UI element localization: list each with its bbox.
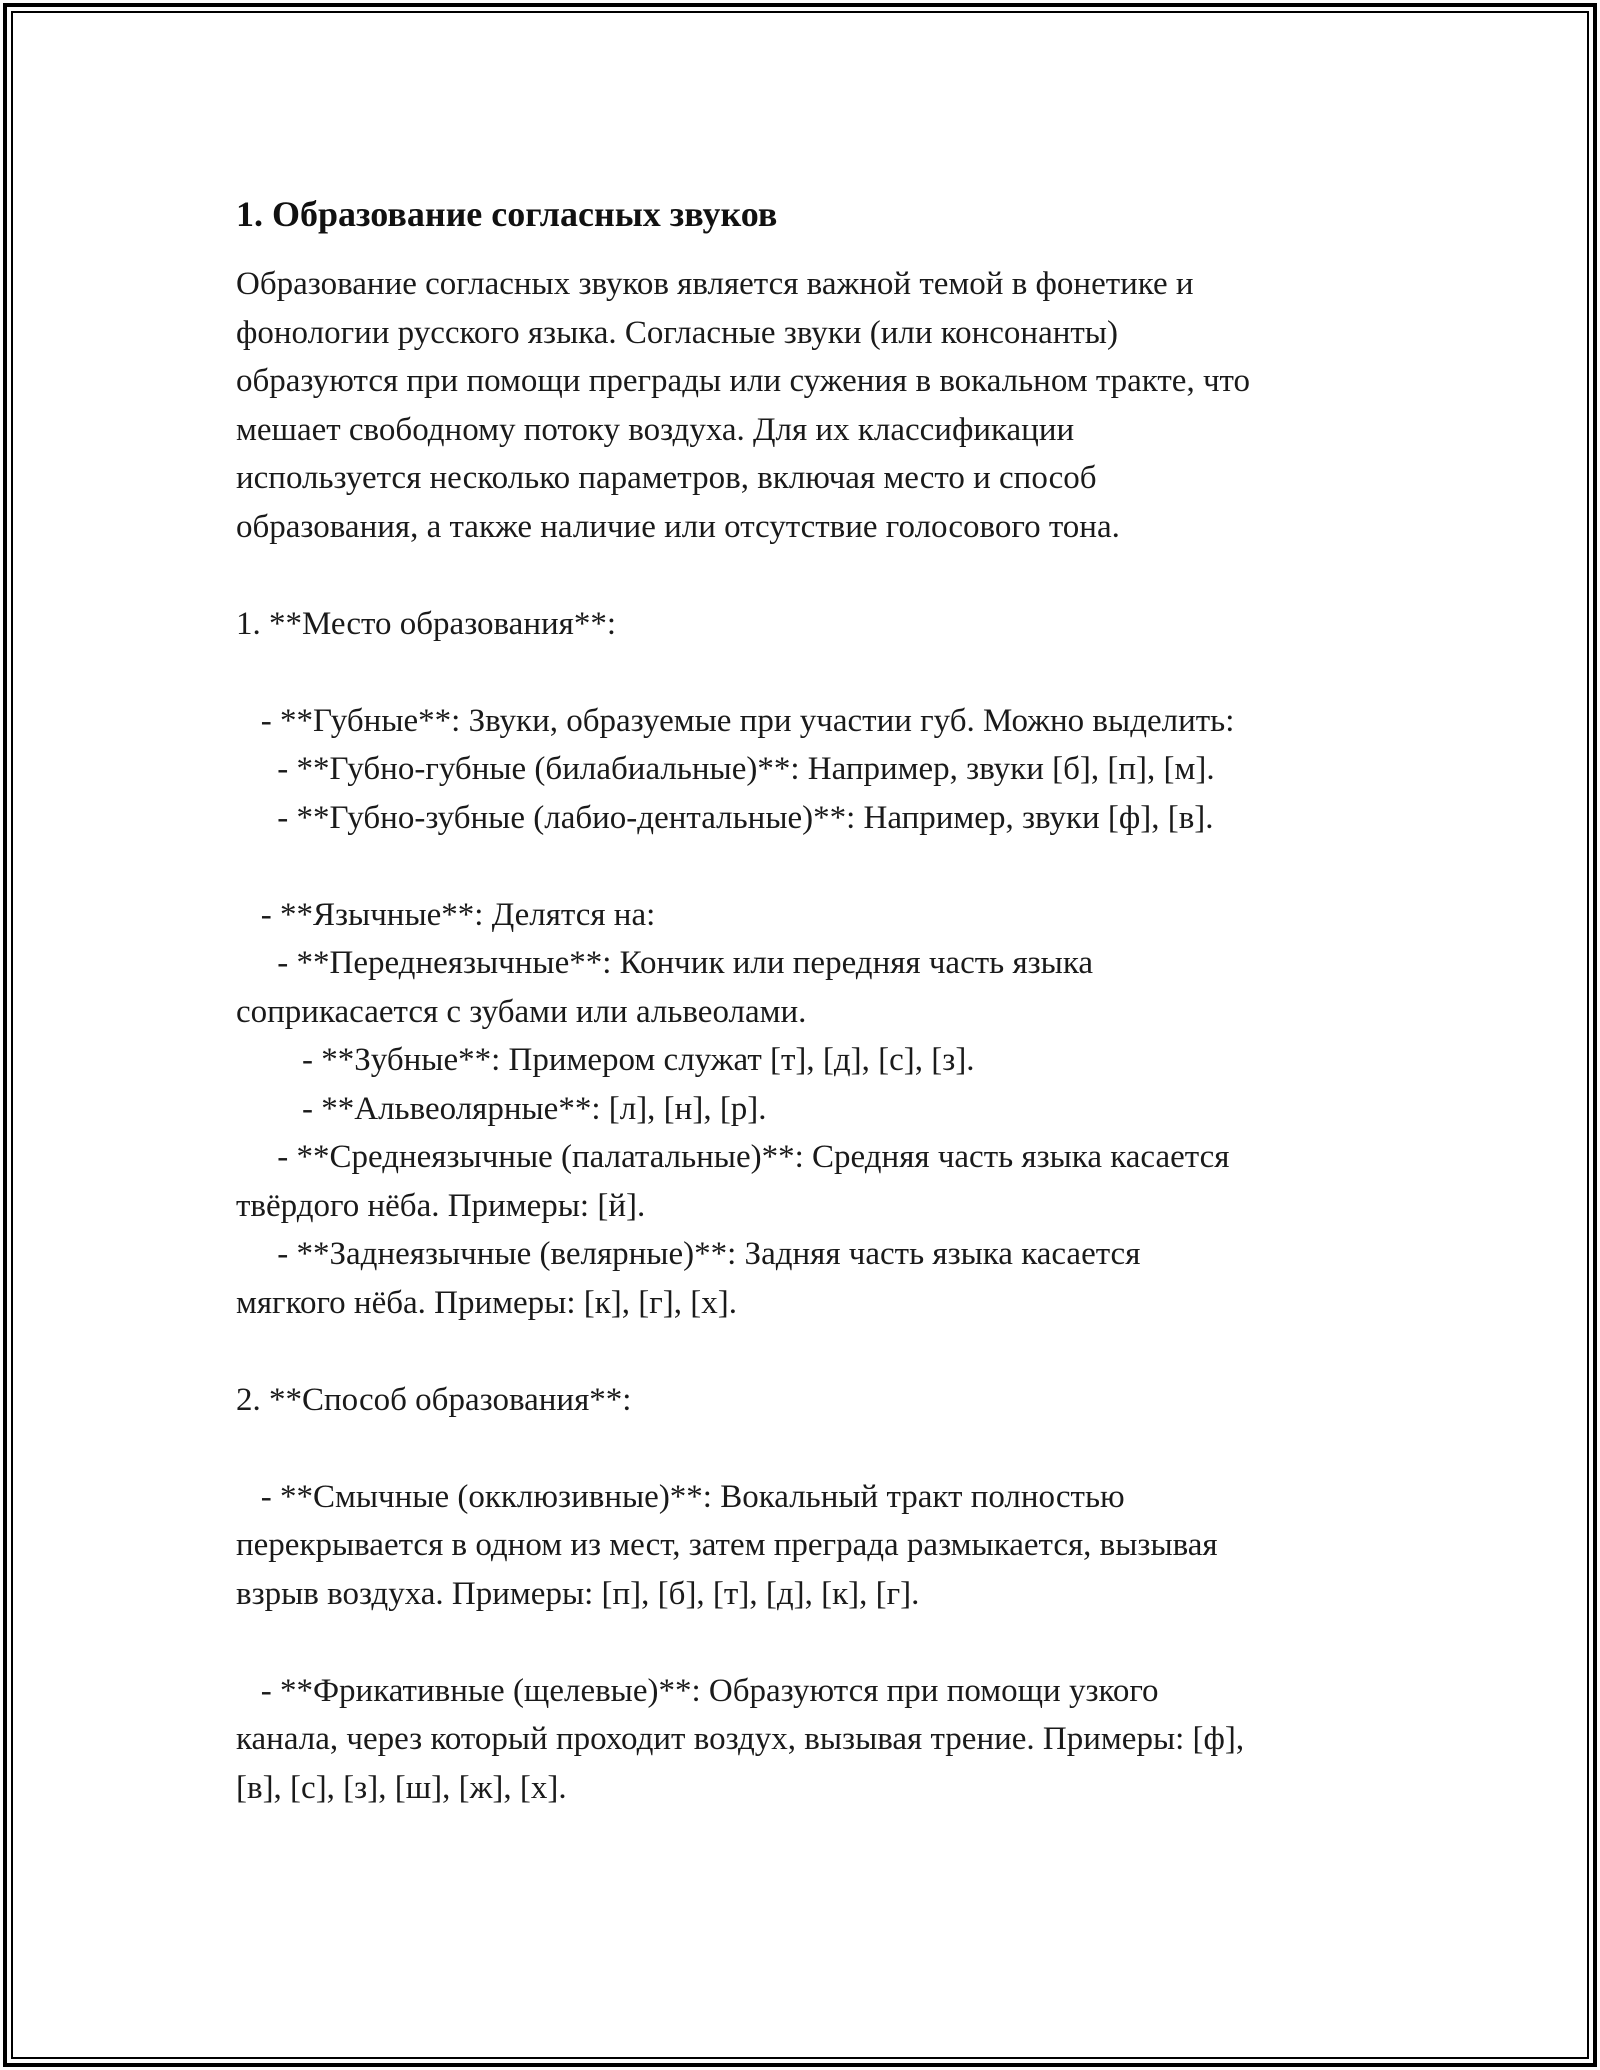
- spacer: [236, 1618, 1386, 1667]
- spacer: [236, 842, 1386, 891]
- spacer: [236, 1327, 1386, 1376]
- fricative-consonants-item: - **Фрикативные (щелевые)**: Образуются при помощи узкого канала, через который проходит воздух, вызывая трение. Примеры: [ф], [в], [с], [з], [ш], [ж], [х].: [236, 1672, 1245, 1806]
- labial-consonants-list: - **Губные**: Звуки, образуемые при участии губ. Можно выделить: - **Губно-губные (билабиальные)**: Например, звуки [б], [п], [м]. - **Губно-зубные (лабио-дентальные)**: Например, звуки [ф], [в].: [260, 702, 1235, 836]
- stop-consonants-item: - **Смычные (окклюзивные)**: Вокальный тракт полностью перекрывается в одном из мест, затем преграда размыкается, вызывая взрыв воздуха. Примеры: [п], [б], [т], [д], [к], [г].: [236, 1478, 1218, 1612]
- intro-paragraph: Образование согласных звуков является важной темой в фонетике и фонологии русского языка. Согласные звуки (или консонанты) образуются при помощи преграды или сужения в вокальном тракте, что мешает свободному потоку воздуха. Для их классификации используется несколько параметров, включая место и способ образования, а также наличие или отсутствие голосового тона.: [236, 266, 1251, 545]
- spacer: [236, 1424, 1386, 1473]
- lingual-consonants-list: - **Язычные**: Делятся на: - **Переднеязычные**: Кончик или передняя часть языка соприкасается с зубами или альвеолами. - **Зубные**: Примером служат [т], [д], [с], [з]. - **Альвеолярные**: [л], [н], [р]. - **Среднеязычные (палатальные)**: Средняя часть языка касается твёрдого нёба. Примеры: [й]. - **Заднеязычные (велярные)**: Задняя часть языка касается мягкого нёба. Примеры: [к], [г], [х].: [236, 896, 1230, 1321]
- manner-of-articulation-heading: 2. **Способ образования**:: [236, 1381, 632, 1418]
- spacer: [236, 648, 1386, 697]
- document-body: [236, 190, 1386, 1812]
- spacer: [236, 551, 1386, 600]
- place-of-articulation-heading: 1. **Место образования**:: [236, 605, 616, 642]
- section-title: 1. Образование согласных звуков: [236, 194, 778, 234]
